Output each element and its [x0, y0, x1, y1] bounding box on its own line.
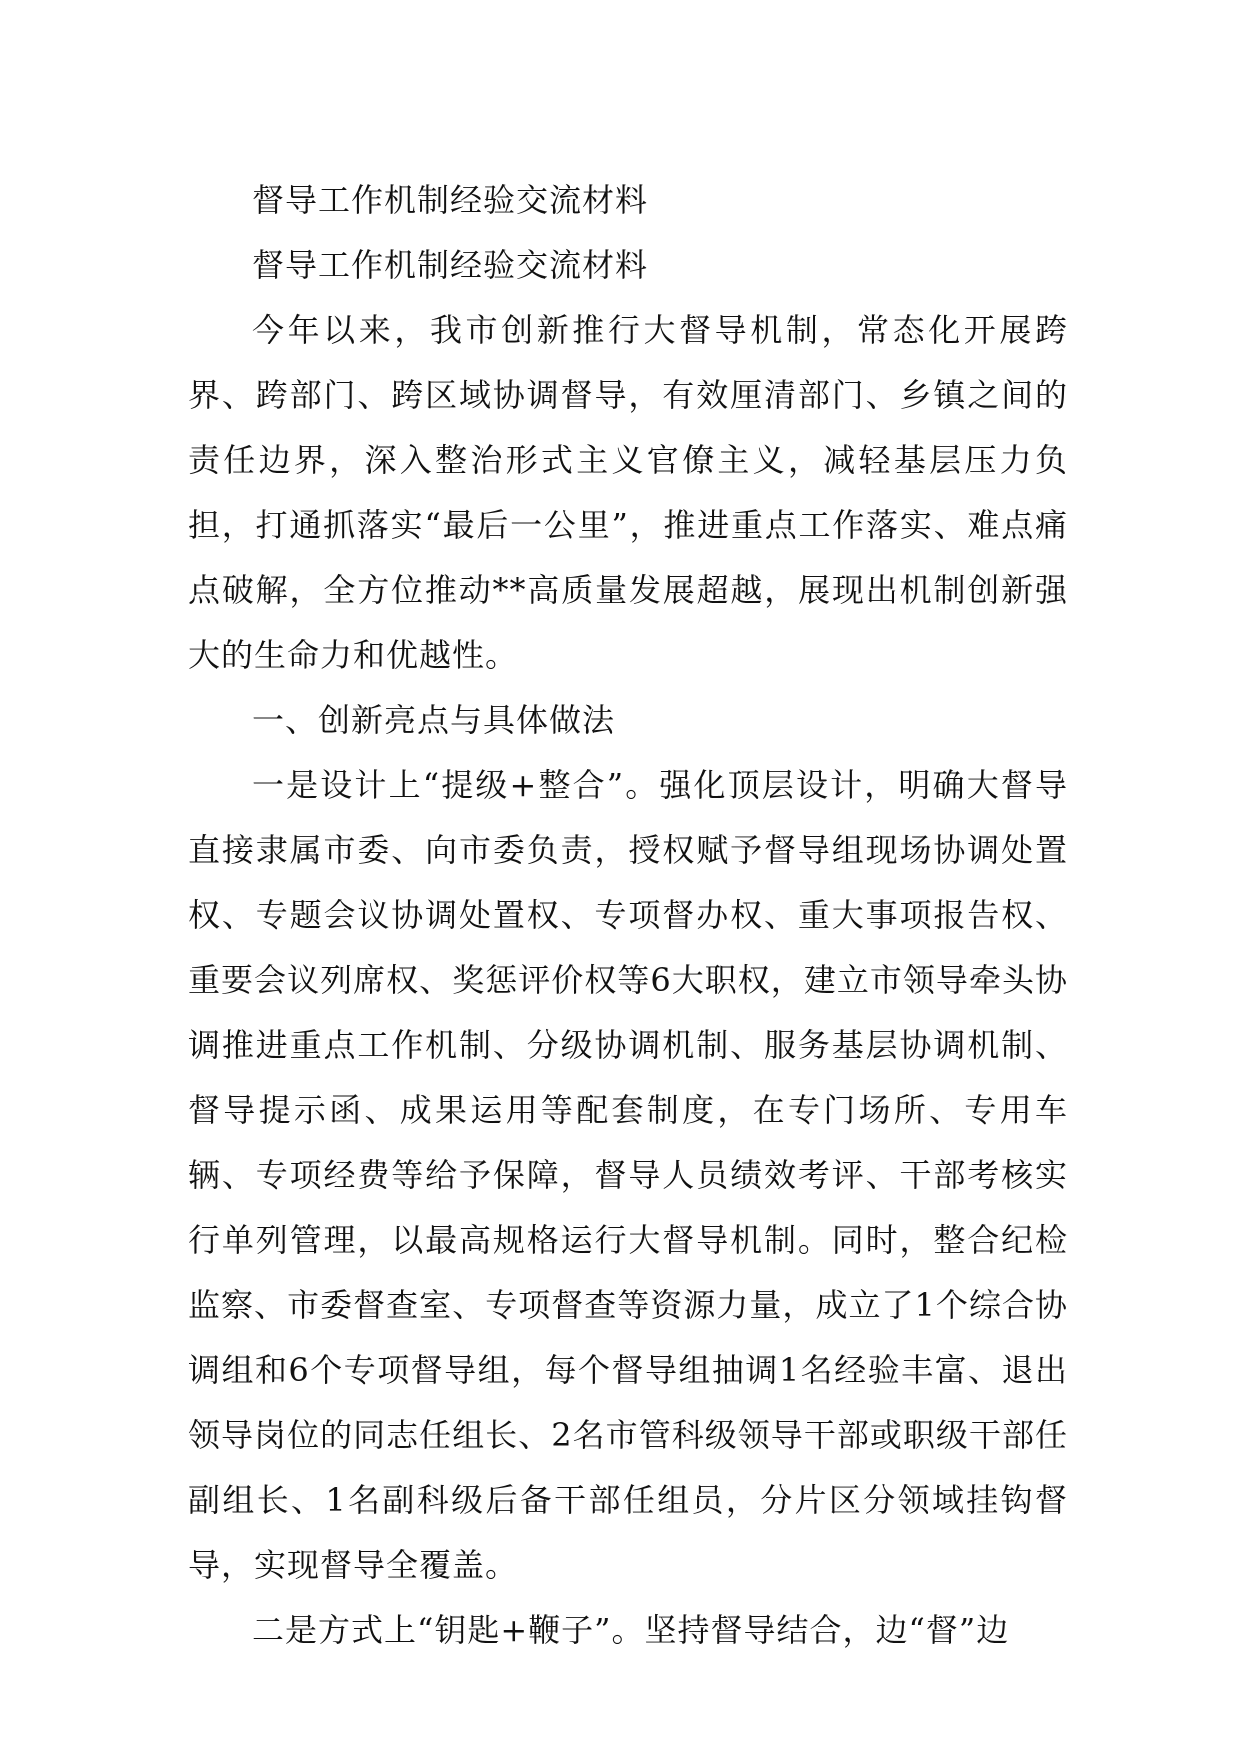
- point-two-paragraph: 二是方式上“钥匙+鞭子”。坚持督导结合，边“督”边: [252, 1611, 1010, 1649]
- document-subtitle: 督导工作机制经验交流材料: [252, 246, 649, 284]
- document-body: [188, 168, 1068, 1663]
- intro-paragraph: 今年以来，我市创新推行大督导机制，常态化开展跨界、跨部门、跨区域协调督导，有效厘清部门、乡镇之间的责任边界，深入整治形式主义官僚主义，减轻基层压力负担，打通抓落实“最后一公里”，推进重点工作落实、难点痛点破解，全方位推动**高质量发展超越，展现出机制创新强大的生命力和优越性。: [188, 311, 1068, 674]
- point-one-paragraph: 一是设计上“提级+整合”。强化顶层设计，明确大督导直接隶属市委、向市委负责，授权赋予督导组现场协调处置权、专题会议协调处置权、专项督办权、重大事项报告权、重要会议列席权、奖惩评价权等6大职权，建立市领导牵头协调推进重点工作机制、分级协调机制、服务基层协调机制、督导提示函、成果运用等配套制度，在专门场所、专用车辆、专项经费等给予保障，督导人员绩效考评、干部考核实行单列管理，以最高规格运行大督导机制。同时，整合纪检监察、市委督查室、专项督查等资源力量，成立了1个综合协调组和6个专项督导组，每个督导组抽调1名经验丰富、退出领导岗位的同志任组长、2名市管科级领导干部或职级干部任副组长、1名副科级后备干部任组员，分片区分领域挂钩督导，实现督导全覆盖。: [188, 766, 1068, 1584]
- section-heading: 一、创新亮点与具体做法: [252, 701, 616, 739]
- document-title: 督导工作机制经验交流材料: [252, 181, 649, 219]
